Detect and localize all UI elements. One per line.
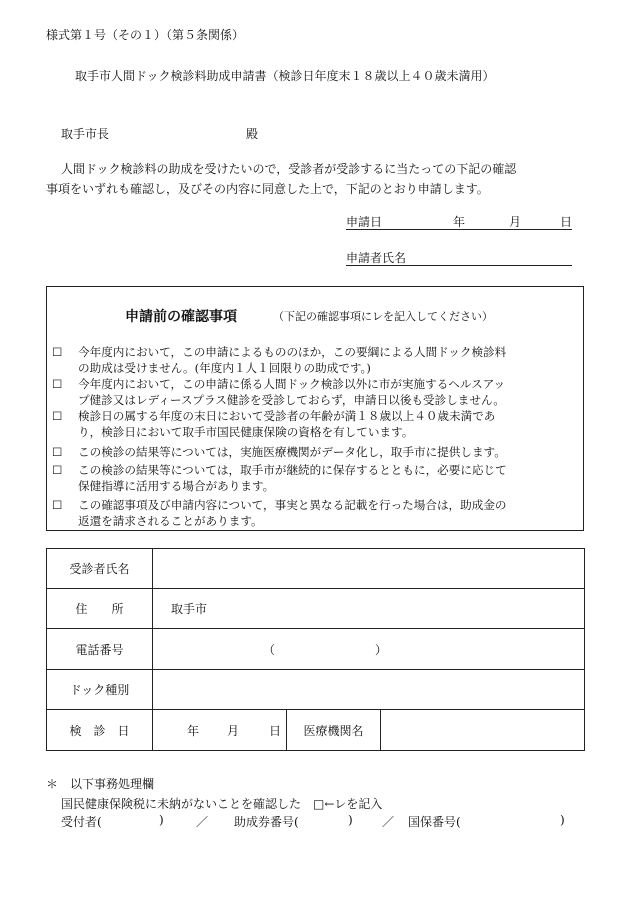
examinee-name-label: 受診者氏名 [47, 549, 153, 589]
intro-line-2: 事項をいずれも確認し，及びその内容に同意した上で，下記のとおり申請します。 [46, 182, 489, 196]
phone-paren-open: （ [263, 643, 276, 657]
exam-date-label: 検 診 日 [47, 710, 153, 751]
confirm-item-3-line-1: 検診日の属する年度の末日において受診者の年齢が満１８歳以上４０歳未満であ [78, 409, 496, 423]
tax-confirmation-line: 国民健康保険税に未納がないことを確認した □←レを記入 [61, 797, 383, 811]
confirmation-box [46, 286, 584, 531]
table-row-address [47, 589, 585, 629]
confirm-item-6-line-2: 返還を請求されることがあります。 [78, 514, 263, 528]
applicant-name-row [346, 249, 572, 266]
table-row-dock-type [47, 670, 585, 710]
date-month-label: 月 [509, 215, 522, 229]
confirm-item-5-line-2: 保健指導に活用する場合があります。 [78, 479, 275, 493]
voucher-close: ) [348, 813, 353, 827]
institution-label: 医療機関名 [287, 710, 381, 751]
insurance-label: 国保番号( [408, 815, 461, 829]
phone-field[interactable] [153, 629, 585, 670]
addressee: 取手市長 [61, 127, 110, 141]
confirmation-title: 申請前の確認事項 [125, 309, 237, 325]
address-label: 住 所 [47, 589, 153, 629]
confirm-checkbox-3[interactable]: ☐ [52, 409, 63, 423]
honorific: 殿 [246, 127, 259, 141]
confirmation-note: （下記の確認事項にレを記入してください） [273, 310, 493, 323]
receiver-label: 受付者( [61, 815, 102, 829]
slash-1: ／ [196, 815, 209, 829]
confirm-checkbox-4[interactable]: ☐ [52, 445, 63, 459]
confirm-item-4-line-1: この検診の結果等については，実施医療機関がデータ化し，取手市に提供します。 [78, 445, 506, 459]
confirm-checkbox-5[interactable]: ☐ [52, 463, 63, 477]
application-date-label: 申請日 [346, 215, 383, 229]
table-row-phone [47, 629, 585, 670]
exam-date-field[interactable] [153, 710, 287, 751]
form-number: 様式第１号（その１）（第５条関係） [46, 28, 245, 42]
institution-field[interactable] [381, 710, 585, 751]
confirm-item-1-line-1: 今年度内において，この申請によるもののほか，この要綱による人間ドック検診料 [78, 345, 507, 359]
office-use-header: ＊ 以下事務処理欄 [46, 777, 155, 791]
applicant-name-label: 申請者氏名 [346, 251, 407, 265]
insurance-close: ) [560, 813, 565, 827]
voucher-label: 助成券番号( [234, 815, 299, 829]
receiver-close: ) [159, 813, 164, 827]
confirm-checkbox-2[interactable]: ☐ [52, 377, 63, 391]
confirm-item-5-line-1: この検診の結果等については，取手市が継続的に保存するとともに，必要に応じて [78, 463, 507, 477]
confirm-item-2-line-2: プ健診又はレディースプラス健診を受診しておらず，申請日以後も受診しません。 [78, 393, 505, 407]
confirm-item-1-line-2: の助成は受けません。(年度内１人１回限りの助成です。) [78, 361, 371, 375]
exam-month-label: 月 [227, 724, 240, 738]
table-row-name [47, 549, 585, 589]
intro-line-1: 人間ドック検診料の助成を受けたいので，受診者が受診するに当たっての下記の確認 [61, 162, 517, 176]
slash-2: ／ [382, 815, 395, 829]
confirm-item-2-line-1: 今年度内において，この申請に係る人間ドック検診以外に市が実施するヘルスアッ [78, 377, 506, 391]
address-field[interactable]: 取手市 [153, 589, 585, 629]
dock-type-label: ドック種別 [47, 670, 153, 710]
phone-label: 電話番号 [47, 629, 153, 670]
date-year-label: 年 [453, 215, 466, 229]
examinee-name-field[interactable] [153, 549, 585, 589]
confirm-checkbox-1[interactable]: ☐ [52, 345, 63, 359]
confirm-checkbox-6[interactable]: ☐ [52, 498, 63, 512]
application-date-row [346, 213, 572, 230]
examinee-info-table [46, 548, 585, 751]
dock-type-field[interactable] [153, 670, 585, 710]
page-title: 取手市人間ドック検診料助成申請書（検診日年度末１８歳以上４０歳未満用） [75, 69, 495, 83]
table-row-exam-date [47, 710, 585, 751]
exam-year-label: 年 [187, 724, 200, 738]
confirm-item-3-line-2: り，検診日において取手市国民健康保険の資格を有しています。 [78, 425, 414, 439]
exam-day-label: 日 [269, 724, 282, 738]
date-day-label: 日 [560, 215, 573, 229]
confirm-item-6-line-1: この確認事項及び申請内容について，事実と異なる記載を行った場合は，助成金の [78, 498, 507, 512]
phone-paren-close: ） [375, 643, 388, 657]
